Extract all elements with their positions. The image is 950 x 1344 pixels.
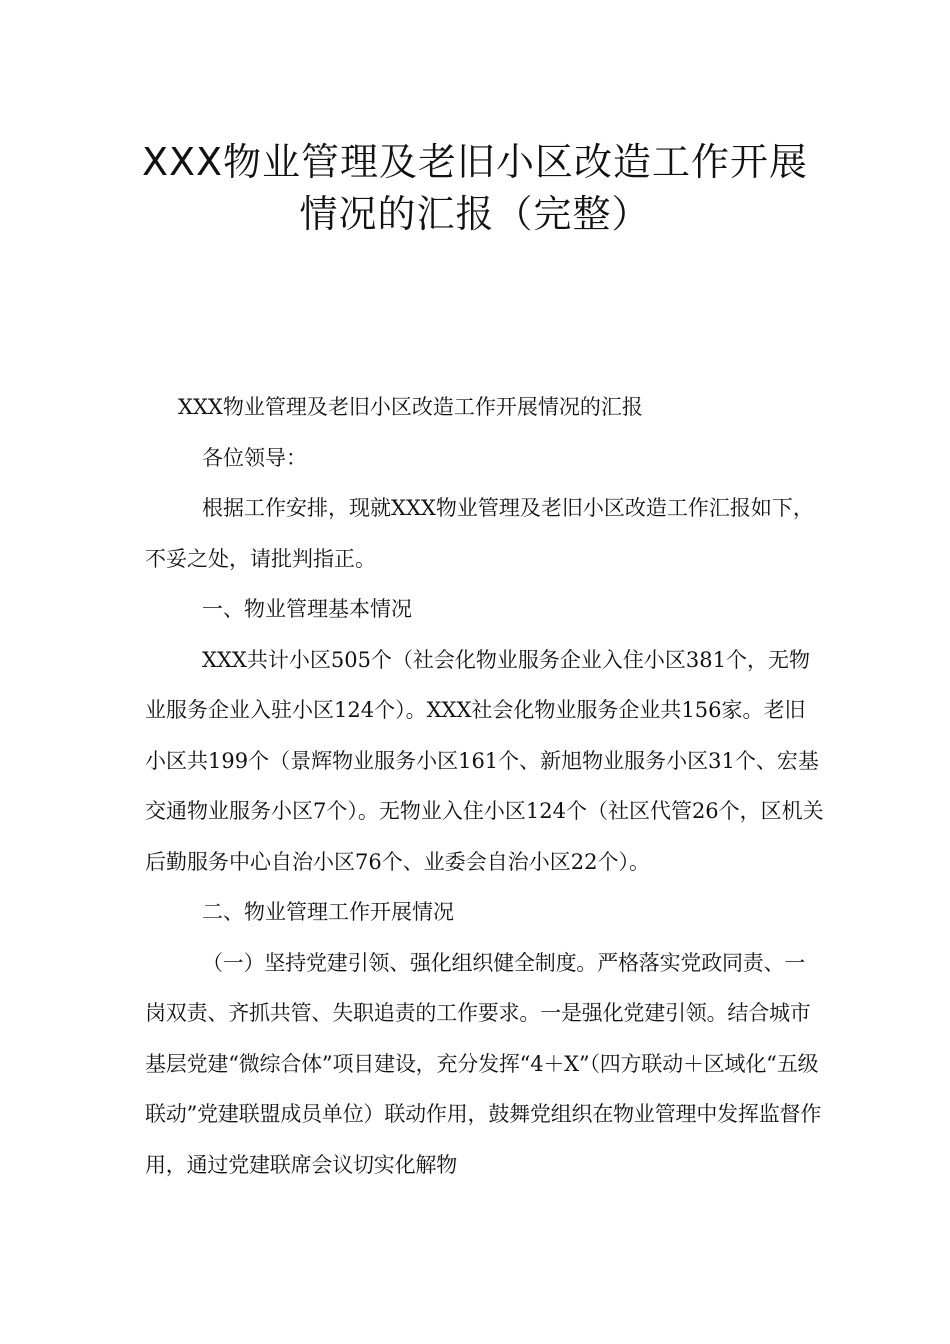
paragraph-party-building: （一）坚持党建引领、强化组织健全制度。严格落实党政同责、一岗双责、齐抓共管、失职追责的工作要求。一是强化党建引领。结合城市基层党建“微综合体”项目建设，充分发挥“4＋X”（四方联动＋区域化“五级联动”党建联盟成员单位）联动作用，鼓舞党组织在物业管理中发挥监督作用，通过党建联席会议切实化解物 [145,950,822,1177]
paragraph-report-title: XXX物业管理及老旧小区改造工作开展情况的汇报 [178,395,643,419]
paragraph-intro: 根据工作安排，现就XXX物业管理及老旧小区改造工作汇报如下，不妥之处，请批判指正。 [145,496,814,571]
document-title-line-2: 情况的汇报（完整） [299,192,651,236]
paragraph-basic-situation: XXX共计小区505个（社会化物业服务企业入住小区381个，无物业服务企业入驻小区124个）。XXX社会化物业服务企业共156家。老旧小区共199个（景辉物业服务小区161个、新旭物业服务小区31个、宏基交通物业服务小区7个）。无物业入住小区124个（社区代管26个，区机关后勤服务中心自治小区76个、业委会自治小区22个）。 [145,647,824,874]
section-heading-1: 一、物业管理基本情况 [202,597,412,621]
paragraph-salutation: 各位领导： [202,445,307,470]
section-heading-2: 二、物业管理工作开展情况 [202,900,454,924]
document-body [145,382,825,1190]
document-title-line-1: XXX物业管理及老旧小区改造工作开展 [141,140,809,184]
